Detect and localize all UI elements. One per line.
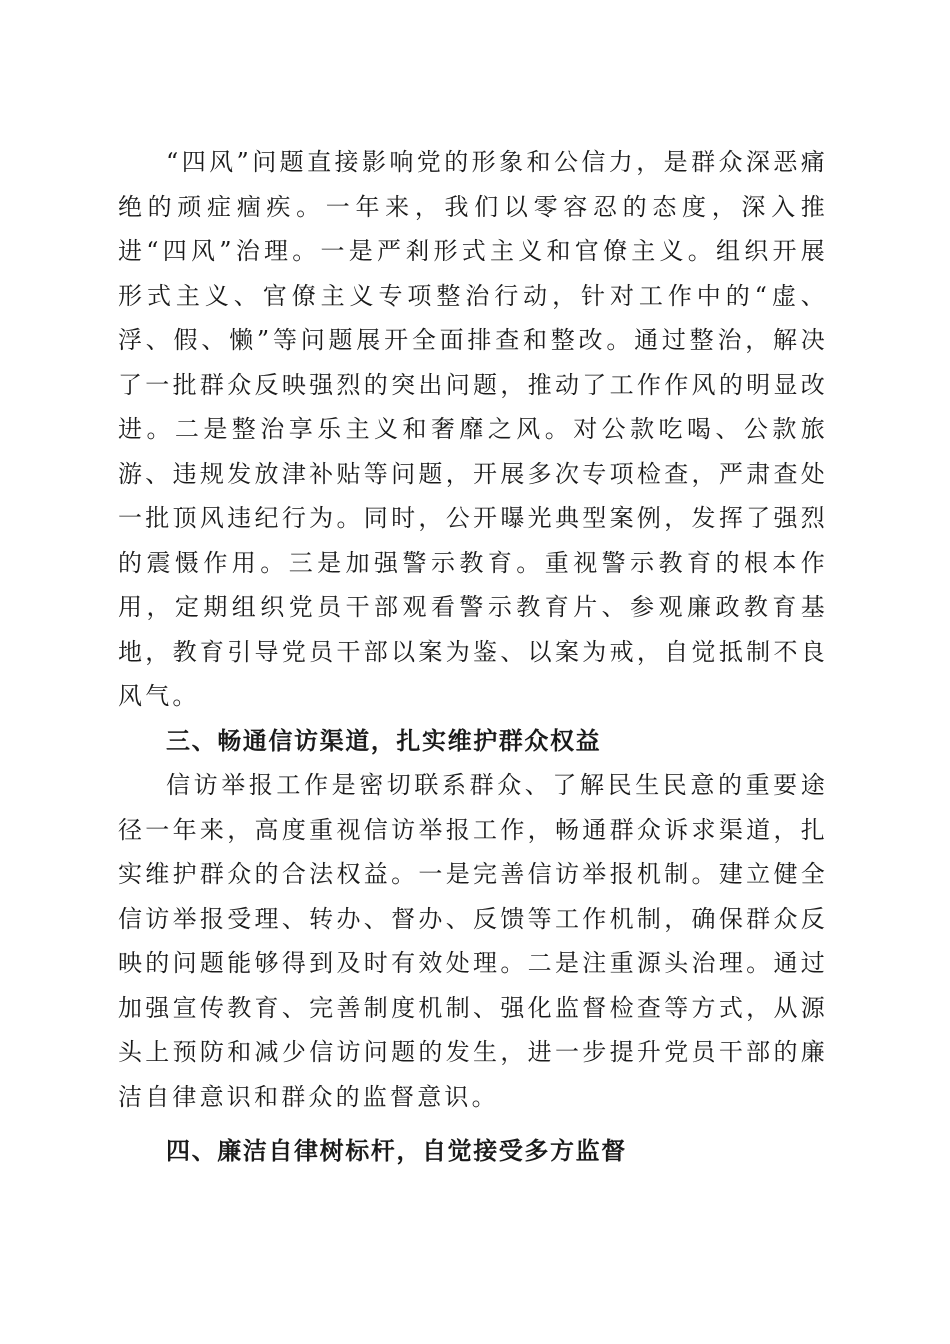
- paragraph-four-winds: “四风”问题直接影响党的形象和公信力，是群众深恶痛绝的顽症痼疾。一年来，我们以零容忍的态度，深入推进“四风”治理。一是严剎形式主义和官僚主义。组织开展形式主义、官僚主义专项整治行动，针对工作中的“虚、浮、假、懒”等问题展开全面排查和整改。通过整治，解决了一批群众反映强烈的突出问题，推动了工作作风的明显改进。二是整治享乐主义和奢靡之风。对公款吃喝、公款旅游、违规发放津补贴等问题，开展多次专项检查，严肃查处一批顶风违纪行为。同时，公开曝光典型案例，发挥了强烈的震慑作用。三是加强警示教育。重视警示教育的根本作用，定期组织党员干部观看警示教育片、参观廉政教育基地，教育引导党员干部以案为鉴、以案为戒，自觉抵制不良风气。: [118, 148, 828, 710]
- document-page: [118, 140, 828, 1174]
- heading-section-three: 三、畅通信访渠道，扎实维护群众权益: [166, 726, 602, 755]
- heading-section-four: 四、廉洁自律树标杆，自觉接受多方监督: [166, 1137, 627, 1165]
- paragraph-petition-reporting: 信访举报工作是密切联系群众、了解民生民意的重要途径一年来，高度重视信访举报工作，畅通群众诉求渠道，扎实维护群众的合法权益。一是完善信访举报机制。建立健全信访举报受理、转办、督办、反馈等工作机制，确保群众反映的问题能够得到及时有效处理。二是注重源头治理。通过加强宣传教育、完善制度机制、强化监督检查等方式，从源头上预防和减少信访问题的发生，进一步提升党员干部的廉洁自律意识和群众的监督意识。: [118, 771, 828, 1111]
